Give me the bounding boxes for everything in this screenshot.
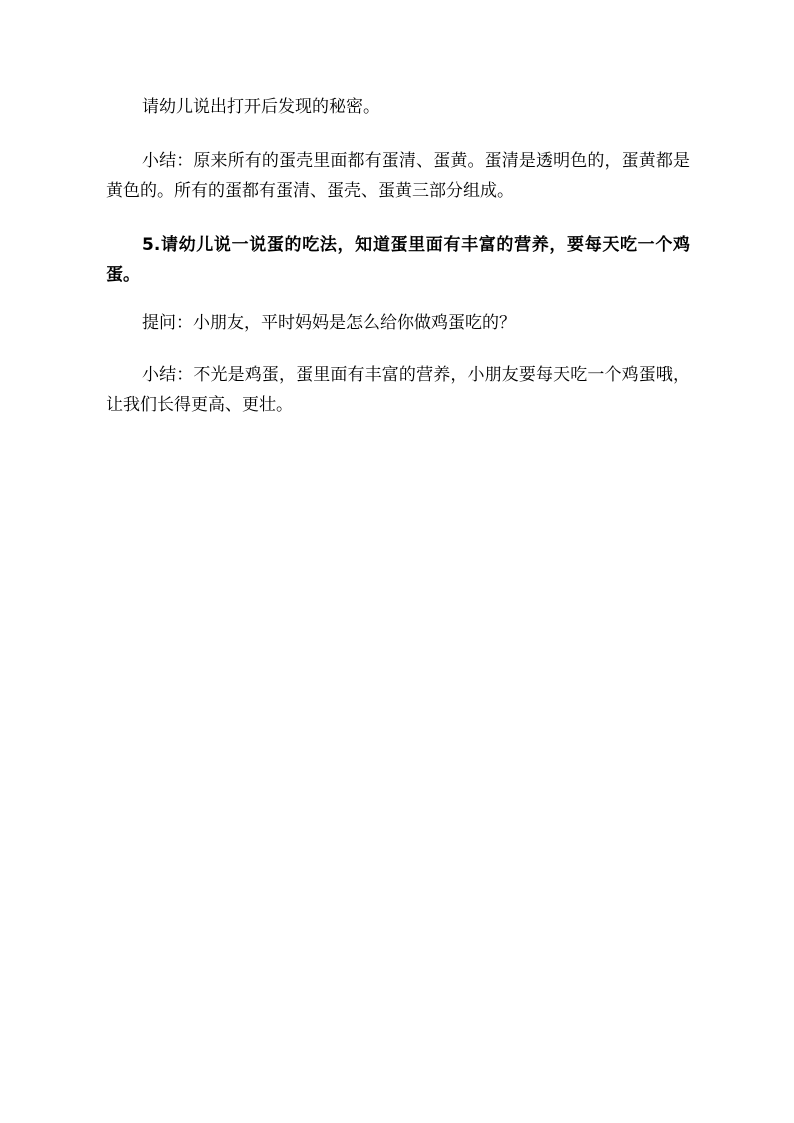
section-heading-egg-eating: 5.请幼儿说一说蛋的吃法，知道蛋里面有丰富的营养，要每天吃一个鸡蛋。 [106, 235, 690, 285]
document-body [106, 92, 690, 420]
paragraph-discover-secret: 请幼儿说出打开后发现的秘密。 [142, 97, 380, 117]
paragraph-summary-nutrition: 小结：不光是鸡蛋，蛋里面有丰富的营养，小朋友要每天吃一个鸡蛋哦，让我们长得更高、更壮。 [106, 365, 690, 415]
paragraph-summary-egg-parts: 小结：原来所有的蛋壳里面都有蛋清、蛋黄。蛋清是透明色的，蛋黄都是黄色的。所有的蛋都有蛋清、蛋壳、蛋黄三部分组成。 [106, 151, 690, 201]
paragraph-question: 提问：小朋友，平时妈妈是怎么给你做鸡蛋吃的？ [142, 313, 516, 333]
